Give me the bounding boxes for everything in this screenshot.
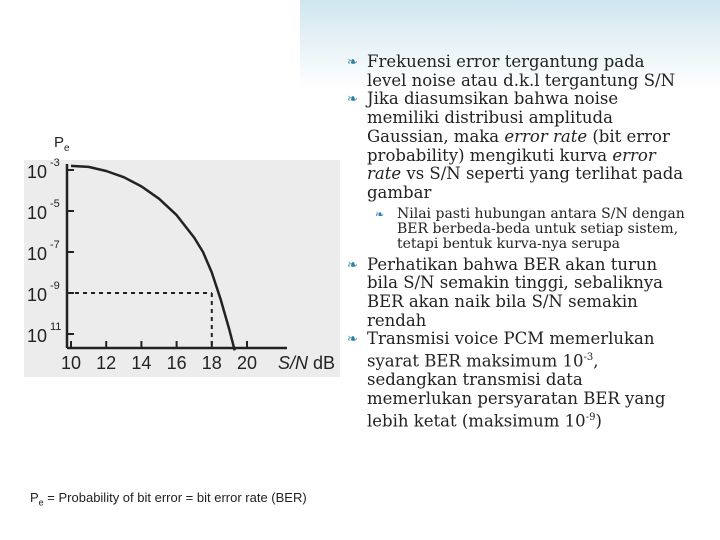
x-tick-label: 16 — [166, 353, 187, 373]
bullet-text-part: vs S/N seperti yang terlihat pada gambar — [367, 164, 684, 202]
ber-chart — [0, 120, 340, 385]
y-tick-label-exponent: 11 — [50, 321, 62, 333]
bullet-item — [347, 90, 687, 202]
y-axis-title: $P_e$ — [54, 134, 70, 154]
slide-bullet-icon: ❧ — [347, 92, 358, 108]
bullet-text: Perhatikan bahwa BER akan turun bila S/N semakin tinggi, sebaliknya BER akan naik bila S/N semakin rendah — [367, 254, 664, 330]
bullet-text-part: Transmisi voice PCM memerlukan syarat BER maksimum 10 — [367, 329, 655, 371]
y-tick-label-base: 10 — [27, 244, 48, 264]
ber-chart-svg — [0, 120, 340, 385]
x-tick-label: 20 — [236, 353, 258, 373]
bullet-text-part: -3 — [583, 352, 594, 364]
y-tick-label-base: 10 — [27, 326, 48, 346]
y-tick-label-base: 10 — [27, 285, 48, 305]
y-tick-label-exponent: -5 — [50, 198, 60, 210]
y-tick-label-exponent: -7 — [50, 239, 60, 251]
bullet-item — [347, 330, 687, 431]
bullet-text-part: , sedangkan transmisi data memerlukan persyaratan BER yang lebih ketat (maksimum 10 — [367, 351, 666, 431]
sub-bullet-item — [347, 207, 687, 252]
x-tick-label: 14 — [131, 353, 152, 373]
y-tick-label-exponent: -9 — [50, 280, 60, 292]
x-tick-label: 12 — [96, 353, 117, 373]
slide-bullet-icon: ❧ — [375, 207, 385, 221]
x-tick-label: 18 — [201, 353, 222, 373]
chart-caption: $P_e$ = Probability of bit error = bit error rate (BER) — [30, 490, 307, 508]
y-tick-label-base: 10 — [27, 203, 48, 223]
slide-bullet-icon: ❧ — [347, 257, 358, 273]
slide-bullet-icon: ❧ — [347, 332, 358, 348]
bullet-text-part: ) — [595, 411, 602, 431]
x-axis-unit-label: S/N dB — [278, 353, 336, 373]
x-tick-label: 10 — [60, 353, 82, 373]
bullet-list — [347, 53, 687, 431]
bullet-text-part: (bit error probability) mengikuti kurva — [367, 126, 670, 165]
y-tick-label-exponent: -3 — [50, 157, 60, 169]
slide-bullet-icon: ❧ — [347, 55, 358, 70]
bullet-text: Frekuensi error tergantung pada level noise atau d.k.l tergantung S/N — [367, 52, 676, 90]
bullet-text-part: error rate — [367, 145, 656, 184]
y-tick-label-base: 10 — [27, 162, 48, 182]
bullet-text-part: Jika diasumsikan bahwa noise memiliki distribusi amplituda Gaussian, maka — [367, 89, 619, 146]
bullet-item — [347, 256, 687, 331]
bullet-text: Nilai pasti hubungan antara S/N dengan BER berbeda-beda untuk setiap sistem, tetapi bentuk kurva-nya serupa — [397, 205, 685, 252]
bullet-text-part: error rate — [504, 126, 588, 146]
bullet-item — [347, 53, 687, 90]
bullet-text-part: -9 — [585, 411, 596, 423]
